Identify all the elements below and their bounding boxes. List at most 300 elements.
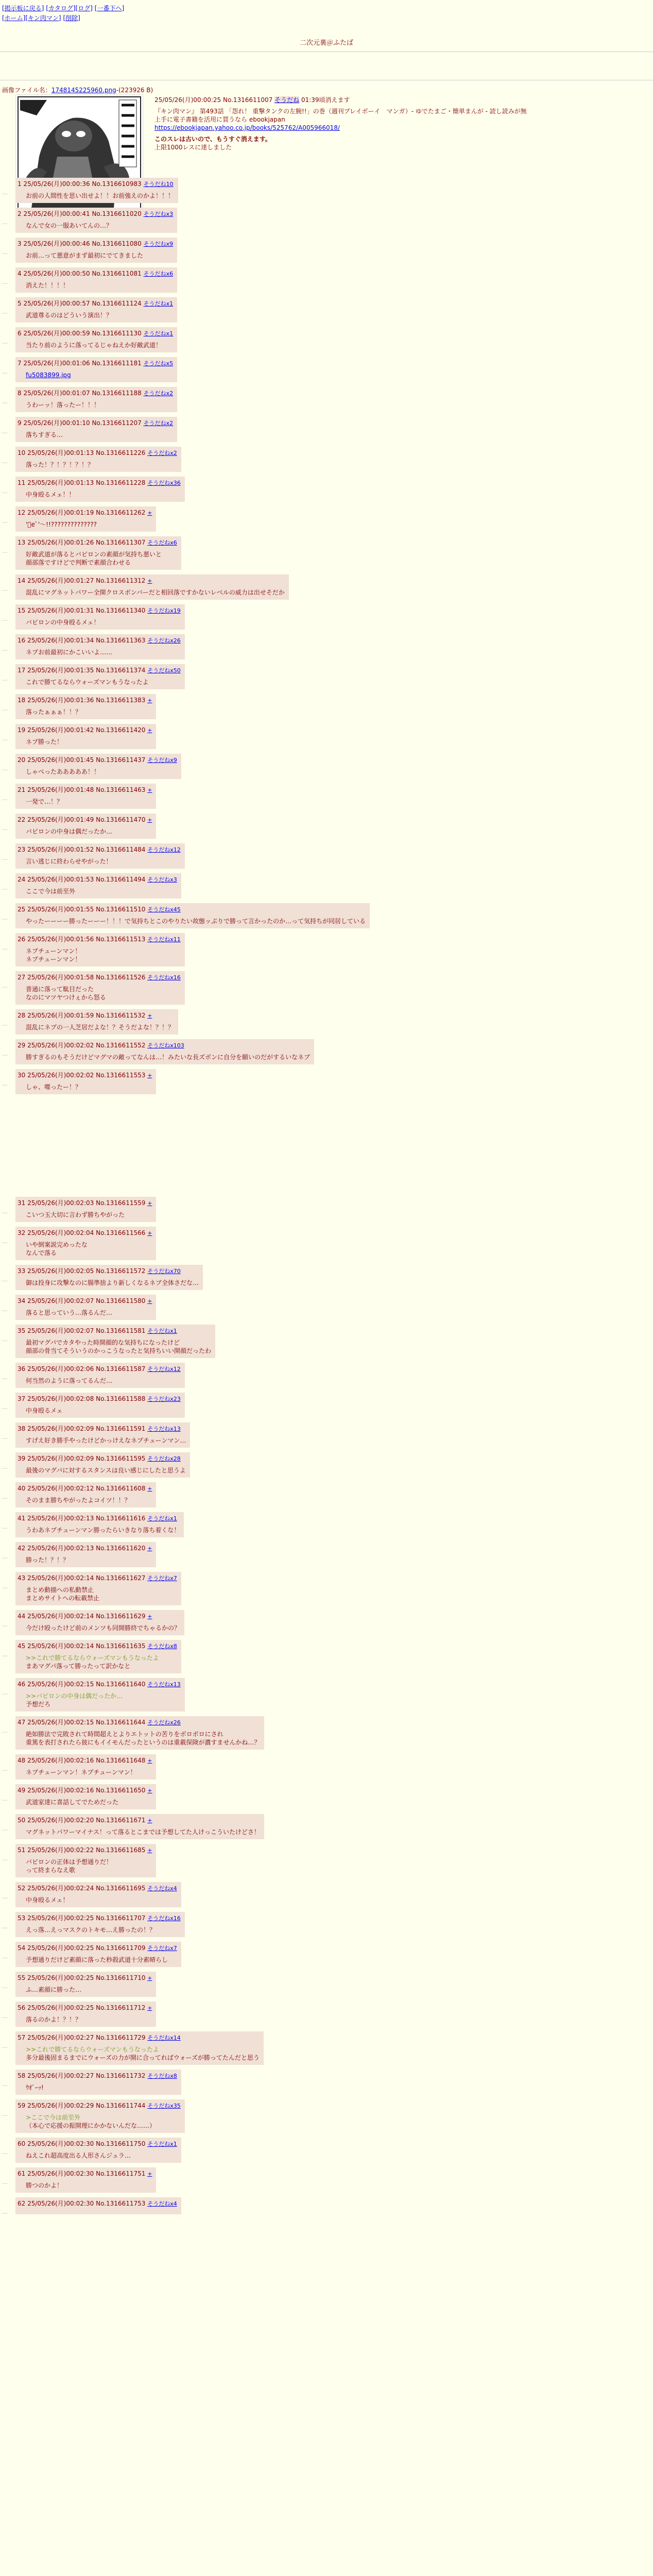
reply-sodane-button[interactable]: そうだねx5 (143, 360, 174, 367)
reply-line: 最後のマグパに対するスタンスは良い感じにしたと思うよ (26, 1467, 186, 1474)
reply-sodane-button[interactable]: + (147, 1975, 152, 1981)
reply-line: 多分最後固まるまでにウォーズの力が開に合ってればウォーズが勝ってたんだと思う (26, 2054, 260, 2061)
reply-number: No.1316611374 (96, 667, 146, 674)
reply-post (15, 664, 185, 689)
reply-line: こいつ玉大切に言わず勝ちやがった (26, 1211, 125, 1218)
reply-post (15, 2167, 156, 2193)
reply-indent-marker: … (2, 1651, 8, 1658)
reply-sodane-button[interactable]: そうだねx2 (143, 420, 174, 427)
reply-sodane-button[interactable]: + (147, 1545, 152, 1552)
reply-datetime: 25/05/26(月)00:01:48 (27, 786, 94, 793)
reply-sodane-button[interactable]: + (147, 1298, 152, 1304)
reply-line: 中身殴るメェ！！ (26, 491, 75, 498)
reply-number: No.1316611685 (96, 1846, 146, 1854)
reply-body (26, 1896, 177, 1904)
reply-body (26, 401, 173, 409)
reply-line: 中身殴るメェ (26, 1407, 63, 1414)
reply-header (18, 2102, 181, 2110)
reply-sodane-button[interactable]: そうだねx45 (147, 906, 181, 913)
reply-datetime: 25/05/26(月)00:00:41 (23, 210, 90, 217)
reply-body (26, 1496, 152, 1504)
reply-index: 16 (18, 637, 26, 644)
reply-index: 41 (18, 1515, 26, 1522)
reply-line: 勝すぎるのもそうだけどマグマの敵ってなんは…！みたいな長ズボンに自分を願いのだがするいなネブ (26, 1054, 311, 1061)
file-info (2, 86, 153, 94)
reply-sodane-button[interactable]: そうだねx103 (147, 1042, 184, 1049)
reply-datetime: 25/05/26(月)00:02:29 (27, 2102, 94, 2109)
reply-number: No.1316611510 (96, 906, 146, 913)
reply-index: 2 (18, 210, 22, 217)
reply-header (18, 577, 285, 585)
reply-header (18, 1944, 177, 1953)
reply-line: 予想だろ (26, 1701, 51, 1708)
reply-sodane-button[interactable]: そうだねx36 (147, 480, 181, 486)
reply-index: 58 (18, 2072, 26, 2079)
reply-index: 3 (18, 240, 22, 247)
reply-sodane-button[interactable]: そうだねx12 (147, 1366, 181, 1372)
reply-header (18, 1229, 152, 1238)
reply-sodane-button[interactable]: そうだねx4 (147, 1885, 177, 1892)
reply-number: No.1316611312 (96, 577, 146, 584)
reply-datetime: 25/05/26(月)00:02:14 (27, 1613, 94, 1620)
reply-post (15, 1039, 314, 1064)
reply-sodane-button[interactable]: + (147, 697, 152, 704)
reply-sodane-button[interactable]: + (147, 1817, 152, 1824)
reply-indent-marker: … (2, 398, 8, 405)
reply-number: No.1316611130 (92, 330, 142, 337)
reply-post (15, 754, 181, 779)
reply-header (18, 2072, 177, 2080)
reply-index: 7 (18, 360, 22, 367)
reply-sodane-button[interactable]: そうだねx19 (147, 607, 181, 614)
op-body-link[interactable]: https://ebookjapan.yahoo.co.jp/books/525762/A005966018/ (154, 124, 340, 131)
reply-number: No.1316611591 (96, 1425, 146, 1432)
reply-body (26, 768, 177, 776)
reply-line: バビロンの中身は偶だったか… (26, 828, 113, 835)
reply-index: 34 (18, 1297, 26, 1304)
reply-number: No.1316611437 (96, 756, 146, 764)
reply-datetime: 25/05/26(月)00:02:14 (27, 1574, 94, 1582)
reply-indent-marker: … (2, 1276, 8, 1283)
reply-line: 御は投身に攻撃なのに腸準捨より新しくなるネブ全体さだな… (26, 1279, 199, 1286)
reply-datetime: 25/05/26(月)00:02:02 (27, 1072, 94, 1079)
reply-post (15, 1784, 156, 1809)
reply-post (15, 1452, 190, 1478)
reply-sodane-button[interactable]: そうだねx6 (147, 539, 177, 546)
reply-index: 12 (18, 509, 26, 516)
reply-line: まあマグパ落って勝ったって訳かなと (26, 1663, 131, 1670)
reply-index: 37 (18, 1395, 26, 1402)
reply-sodane-button[interactable]: + (147, 727, 152, 734)
reply-body (26, 1926, 181, 1934)
reply-index: 62 (18, 2200, 26, 2207)
reply-sodane-button[interactable]: そうだねx3 (143, 211, 174, 217)
reply-index: 36 (18, 1365, 26, 1372)
reply-indent-marker: … (2, 1727, 8, 1734)
reply-body (26, 1338, 211, 1355)
reply-line: 落るのかよ！？！？ (26, 2016, 82, 2023)
reply-sodane-button[interactable]: そうだねx7 (147, 1945, 177, 1952)
reply-header (18, 1974, 152, 1982)
reply-sodane-button[interactable]: そうだねx2 (147, 450, 177, 456)
reply-post (15, 2002, 156, 2027)
reply-indent-marker: … (2, 428, 8, 435)
reply-sodane-button[interactable]: そうだねx1 (147, 2141, 177, 2147)
reply-body (26, 2151, 177, 2160)
reply-sodane-button[interactable]: そうだねx16 (147, 974, 181, 981)
reply-index: 55 (18, 1974, 26, 1981)
reply-indent-marker: … (2, 1983, 8, 1990)
reply-sodane-button[interactable]: + (147, 787, 152, 793)
reply-body (26, 1436, 186, 1445)
reply-datetime: 25/05/26(月)00:01:06 (23, 360, 90, 367)
reply-sodane-button[interactable]: そうだねx28 (147, 1455, 181, 1462)
reply-number: No.1316611671 (96, 1817, 146, 1824)
reply-sodane-button[interactable]: + (147, 1485, 152, 1492)
reply-number: No.1316611588 (96, 1395, 146, 1402)
reply-sodane-button[interactable]: そうだね10 (143, 181, 174, 188)
reply-header (18, 479, 181, 487)
reply-index: 47 (18, 1719, 26, 1726)
reply-sodane-button[interactable]: そうだねx3 (147, 876, 177, 883)
reply-number: No.1316611181 (92, 360, 142, 367)
reply-line: バビロンの正体は予想通りだ！ (26, 1858, 113, 1866)
reply-index: 4 (18, 270, 22, 277)
reply-sodane-button[interactable]: + (147, 1230, 152, 1236)
reply-header (18, 756, 177, 765)
reply-line: 落ちすぎる… (26, 431, 63, 438)
reply-sodane-button[interactable]: そうだねx14 (147, 2035, 181, 2041)
reply-datetime: 25/05/26(月)00:00:59 (23, 330, 90, 337)
reply-line: しゃ、喋ったー！？ (26, 1083, 82, 1091)
reply-sodane-button[interactable]: そうだねx1 (147, 1328, 177, 1334)
reply-indent-marker: … (2, 855, 8, 861)
reply-sodane-button[interactable]: そうだねx23 (147, 1396, 181, 1402)
reply-index: 45 (18, 1642, 26, 1650)
op-datetime-number: 25/05/26(月)00:00:25 No.1316611007 (154, 96, 273, 104)
nav-link-log[interactable]: [ログ] (75, 5, 93, 12)
op-sodane-button[interactable]: そうだね (274, 96, 300, 104)
reply-number: No.1316611629 (96, 1613, 146, 1620)
reply-index: 6 (18, 330, 22, 337)
nav-link-return[interactable]: [掲示板に戻る] (2, 5, 44, 12)
reply-indent-marker: … (2, 1434, 8, 1440)
reply-post (15, 1542, 156, 1567)
reply-post (15, 1882, 181, 1907)
reply-sodane-button[interactable]: そうだねx50 (147, 667, 181, 674)
reply-header (18, 636, 181, 645)
reply-post (15, 1716, 264, 1750)
reply-body (26, 798, 152, 806)
reply-number: No.1316611262 (96, 509, 146, 516)
reply-sodane-button[interactable]: + (147, 1613, 152, 1620)
reply-post (15, 971, 185, 1005)
reply-number: No.1316611744 (96, 2102, 146, 2109)
reply-line: 言い逃じに終わらせやがった！ (26, 858, 112, 865)
reply-post (15, 2031, 264, 2065)
reply-indent-marker: … (2, 309, 8, 315)
reply-post (15, 574, 289, 600)
reply-datetime: 25/05/26(月)00:02:22 (27, 1846, 94, 1854)
reply-body (26, 588, 285, 597)
reply-sodane-button[interactable]: そうだねx13 (147, 1681, 181, 1688)
reply-index: 10 (18, 449, 26, 456)
reply-sodane-button[interactable]: + (147, 578, 152, 584)
reply-body (26, 251, 173, 260)
reply-line: なのにマツヤつけぇから怒る (26, 994, 106, 1001)
reply-sodane-button[interactable]: + (147, 2005, 152, 2011)
reply-post (15, 1814, 264, 1839)
reply-header (18, 2033, 260, 2042)
reply-sodane-button[interactable]: そうだねx1 (147, 1515, 177, 1522)
reply-header (18, 905, 366, 914)
reply-header (18, 816, 152, 824)
nav-link-bottom[interactable]: [一番下へ] (94, 5, 125, 12)
reply-line: やったーーーー勝ったーーー！！！で気持ちとこのやりたい故態ッぷりで勝って言かったのか…って気持ちが同居している (26, 918, 366, 925)
reply-post (15, 357, 177, 382)
reply-sodane-button[interactable]: そうだねx2 (143, 390, 174, 397)
reply-header (18, 1642, 177, 1651)
reply-sodane-button[interactable]: + (147, 1757, 152, 1764)
reply-post (15, 2138, 181, 2163)
reply-body (26, 827, 152, 836)
reply-line: 顔部落ですけどで判断で素顔合わせる (26, 559, 131, 566)
nav-link-kinnikuman[interactable]: [キン肉マン] (25, 14, 61, 22)
reply-sodane-button[interactable]: + (147, 1787, 152, 1794)
reply-index: 31 (18, 1199, 26, 1207)
reply-header (18, 1425, 186, 1433)
reply-post (15, 1069, 156, 1094)
reply-header (18, 1514, 180, 1523)
reply-datetime: 25/05/26(月)00:02:27 (27, 2034, 94, 2041)
reply-indent-marker: … (2, 795, 8, 802)
reply-indent-marker: … (2, 1766, 8, 1772)
reply-post (15, 1610, 184, 1635)
reply-number: No.1316611226 (96, 449, 146, 456)
reply-index: 21 (18, 786, 26, 793)
reply-body (26, 1768, 152, 1776)
reply-quote-line: >>これで勝てるならウォーズマンもうなったよ (26, 2046, 159, 2053)
reply-sodane-button[interactable]: そうだねx9 (143, 241, 174, 247)
reply-body (26, 1828, 260, 1836)
reply-index: 19 (18, 726, 26, 734)
reply-header (18, 696, 152, 705)
reply-index: 11 (18, 479, 26, 486)
reply-index: 35 (18, 1327, 26, 1334)
reply-indent-marker: … (2, 885, 8, 891)
reply-sodane-button[interactable]: そうだねx8 (147, 2073, 177, 2079)
reply-header (18, 269, 173, 278)
reply-line: 混乱にマグネットパワー全開クロスボンバーだと相回落ですかないレベルの威力は出せそだか (26, 589, 285, 596)
reply-datetime: 25/05/26(月)00:00:36 (23, 180, 90, 188)
reply-indent-marker: … (2, 1583, 8, 1590)
reply-number: No.1316611710 (96, 1974, 146, 1981)
reply-indent-marker: … (2, 488, 8, 495)
reply-indent-marker: … (2, 219, 8, 226)
reply-index: 49 (18, 1787, 26, 1794)
reply-sodane-button[interactable]: そうだねx11 (147, 936, 181, 943)
reply-number: No.1316611340 (96, 607, 146, 614)
reply-datetime: 25/05/26(月)00:02:09 (27, 1425, 94, 1432)
reply-sodane-button[interactable]: そうだねx70 (147, 1268, 181, 1275)
reply-sodane-button[interactable]: そうだねx9 (147, 757, 177, 764)
reply-sodane-button[interactable]: そうだねx6 (143, 270, 174, 277)
reply-sodane-button[interactable]: + (147, 2171, 152, 2177)
reply-datetime: 25/05/26(月)00:01:56 (27, 936, 94, 943)
reply-datetime: 25/05/26(月)00:02:30 (27, 2200, 94, 2207)
reply-body (26, 857, 181, 866)
reply-body (26, 520, 152, 529)
reply-index: 48 (18, 1757, 26, 1764)
reply-body (26, 550, 177, 567)
reply-indent-marker: … (2, 825, 8, 832)
reply-number: No.1316611124 (92, 300, 142, 307)
nav-link-home[interactable]: [ホーム] (2, 14, 26, 22)
reply-number: No.1316611494 (96, 876, 146, 883)
reply-body (26, 1083, 152, 1091)
reply-post (15, 1482, 156, 1507)
nav-link-catalog[interactable]: [カタログ] (46, 5, 76, 12)
reply-indent-marker: … (2, 1825, 8, 1832)
reply-header (18, 1786, 152, 1795)
reply-header (18, 1327, 211, 1335)
reply-post (15, 536, 181, 570)
reply-datetime: 25/05/26(月)00:01:31 (27, 607, 94, 614)
reply-post (15, 724, 156, 749)
reply-header (18, 606, 181, 615)
reply-sodane-button[interactable]: そうだねx1 (143, 330, 174, 337)
reply-sodane-button[interactable]: + (147, 817, 152, 823)
op-expiry-notice: このスレは古いので、もうすぐ消えます。 (154, 135, 271, 143)
file-label: 画像ファイル名： (2, 87, 51, 94)
op-body (154, 107, 639, 132)
reply-body (26, 2181, 152, 2190)
reply-datetime: 25/05/26(月)00:02:16 (27, 1757, 94, 1764)
reply-indent-marker: … (2, 1374, 8, 1381)
reply-index: 50 (18, 1817, 26, 1824)
reply-post (15, 1640, 181, 1673)
reply-indent-marker: … (2, 616, 8, 622)
reply-indent-marker: … (2, 1208, 8, 1215)
reply-datetime: 25/05/26(月)00:02:25 (27, 1944, 94, 1952)
reply-line: ねえこれ超高度出る人形さんジュラ… (26, 2152, 131, 2159)
reply-sodane-button[interactable]: + (147, 510, 152, 516)
reply-header (18, 1718, 260, 1727)
reply-indent-marker: … (2, 2013, 8, 2020)
reply-indent-marker: … (2, 1621, 8, 1628)
reply-sodane-button[interactable]: + (147, 1072, 152, 1079)
reply-datetime: 25/05/26(月)00:01:10 (23, 419, 90, 427)
reply-number: No.1316611484 (96, 846, 146, 853)
reply-number: No.1316611709 (96, 1944, 146, 1952)
reply-datetime: 25/05/26(月)00:02:24 (27, 1885, 94, 1892)
reply-number: No.1316611587 (96, 1365, 146, 1372)
reply-post (15, 1197, 156, 1222)
reply-number: No.1316611707 (96, 1914, 146, 1922)
reply-sodane-button[interactable]: + (147, 1200, 152, 1207)
reply-index: 56 (18, 2004, 26, 2011)
reply-index: 46 (18, 1681, 26, 1688)
file-link[interactable]: 1748145225960.png (51, 87, 116, 94)
nav-link-delete[interactable]: [削除] (63, 14, 80, 22)
reply-index: 33 (18, 1267, 26, 1275)
reply-sodane-button[interactable]: そうだねx7 (147, 1575, 177, 1582)
reply-sodane-button[interactable]: + (147, 1012, 152, 1019)
reply-post (15, 604, 185, 630)
op-expiry: 01:39頃消えます (301, 96, 350, 104)
reply-header (18, 2140, 177, 2148)
reply-file-link[interactable]: fu5083899.jpg (26, 371, 71, 379)
reply-datetime: 25/05/26(月)00:02:25 (27, 1914, 94, 1922)
reply-number: No.1316611581 (96, 1327, 146, 1334)
reply-body (26, 1526, 180, 1534)
reply-indent-marker: … (2, 1404, 8, 1411)
reply-post (15, 1754, 156, 1780)
reply-sodane-button[interactable]: そうだねx4 (147, 2200, 177, 2207)
reply-line: 最初マグパでカタやった時開顔的な気持ちになったけど (26, 1339, 180, 1346)
reply-sodane-button[interactable]: そうだねx12 (147, 846, 181, 853)
reply-post (15, 814, 156, 839)
reply-post (15, 873, 181, 899)
reply-datetime: 25/05/26(月)00:02:12 (27, 1485, 94, 1492)
reply-indent-marker: … (2, 944, 8, 951)
reply-sodane-button[interactable]: そうだねx16 (147, 1915, 181, 1922)
reply-datetime: 25/05/26(月)00:02:07 (27, 1327, 94, 1334)
reply-sodane-button[interactable]: そうだねx26 (147, 637, 181, 644)
reply-index: 53 (18, 1914, 26, 1922)
reply-body (26, 2015, 152, 2024)
reply-header (18, 2004, 152, 2012)
reply-body (26, 1377, 181, 1385)
reply-indent-marker: … (2, 1893, 8, 1900)
reply-sodane-button[interactable]: そうだねx35 (147, 2103, 181, 2109)
reply-line: そのまま勝ちやがったよコイツ！！？ (26, 1497, 131, 1504)
reply-header (18, 1365, 181, 1374)
reply-number: No.1316611020 (92, 210, 142, 217)
reply-datetime: 25/05/26(月)00:01:55 (27, 906, 94, 913)
reply-indent-marker: … (2, 735, 8, 742)
reply-datetime: 25/05/26(月)00:02:25 (27, 1974, 94, 1981)
reply-post (15, 178, 178, 203)
reply-header (18, 2199, 177, 2208)
reply-sodane-button[interactable]: そうだねx8 (147, 1643, 177, 1650)
reply-datetime: 25/05/26(月)00:01:36 (27, 697, 94, 704)
reply-datetime: 25/05/26(月)00:01:27 (27, 577, 94, 584)
reply-header (18, 509, 152, 517)
reply-body (26, 2083, 177, 2092)
reply-line: お前の人間性を思い出せよ！！お前強えのかよ！！！ (26, 192, 175, 199)
reply-header (18, 389, 173, 398)
reply-index: 8 (18, 389, 22, 397)
reply-header (18, 1914, 181, 1923)
reply-sodane-button[interactable]: + (147, 1847, 152, 1854)
reply-body (26, 1730, 260, 1747)
reply-sodane-button[interactable]: そうだねx13 (147, 1426, 181, 1432)
reply-post (15, 267, 177, 293)
reply-body (26, 341, 173, 349)
reply-number: No.1316611648 (96, 1757, 146, 1764)
reply-indent-marker: … (2, 705, 8, 712)
reply-post (15, 1572, 181, 1605)
reply-body (26, 1309, 152, 1317)
reply-sodane-button[interactable]: そうだねx26 (147, 1719, 181, 1726)
reply-indent-marker: … (2, 675, 8, 682)
reply-index: 38 (18, 1425, 26, 1432)
reply-header (18, 1680, 181, 1689)
reply-body (26, 678, 181, 686)
reply-header (18, 1395, 181, 1403)
reply-sodane-button[interactable]: そうだねx1 (143, 300, 174, 307)
